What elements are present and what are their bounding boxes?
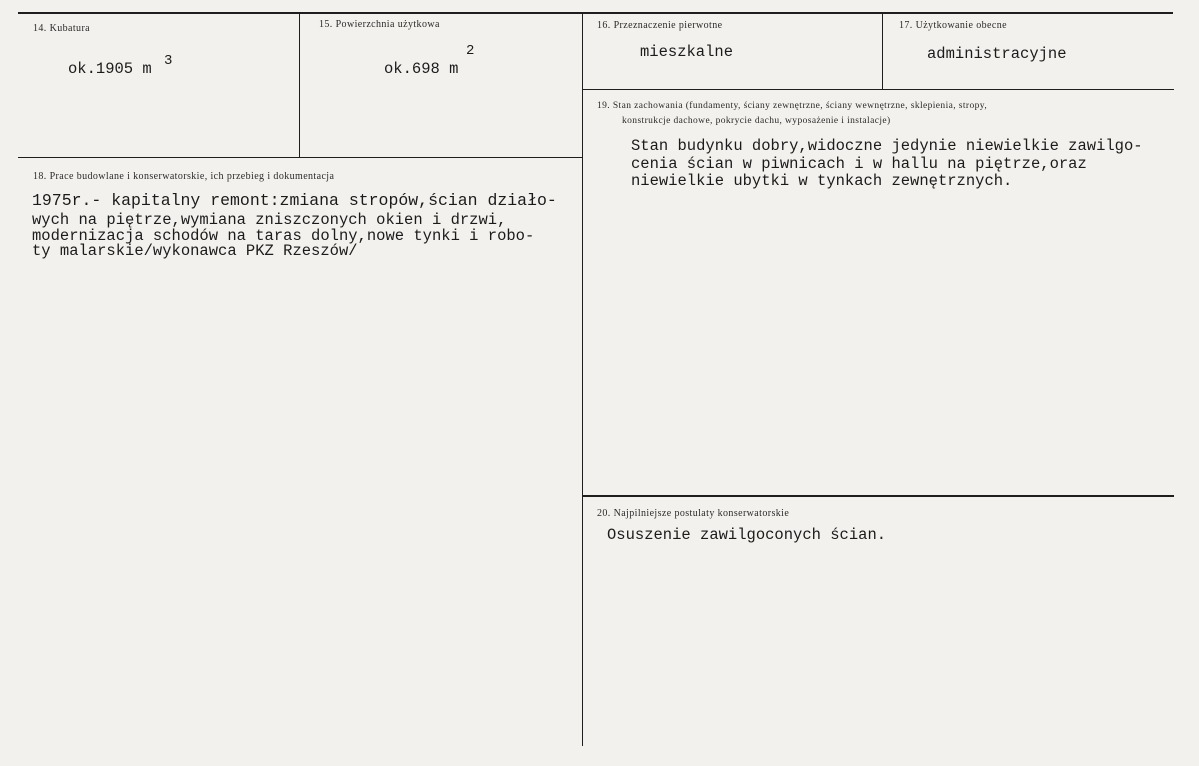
field-16-value: mieszkalne [640, 43, 734, 61]
field-15-superscript: 2 [466, 43, 475, 59]
field-15-value: ok.698 m [384, 60, 459, 78]
field-17-label: 17. Użytkowanie obecne [899, 20, 1007, 31]
field-19-label-line-1: 19. Stan zachowania (fundamenty, ściany zewnętrzne, ściany wewnętrzne, sklepienia, stropy, [597, 101, 988, 111]
field-18-label: 18. Prace budowlane i konserwatorskie, ich przebieg i dokumentacja [33, 171, 335, 182]
divider-15-16 [582, 14, 583, 746]
field-14-value: ok.1905 m [68, 60, 152, 78]
field-18-line-4: ty malarskie/wykonawca PKZ Rzeszów/ [32, 242, 358, 260]
field-18-line-2: wych na piętrze,wymiana zniszczonych okien i drzwi, [32, 211, 507, 229]
field-18-line-1: 1975r.- kapitalny remont:zmiana stropów,ścian działo- [32, 191, 557, 210]
field-16-label: 16. Przeznaczenie pierwotne [597, 20, 723, 31]
row-line-16-19 [583, 89, 1174, 90]
field-20-label: 20. Najpilniejsze postulaty konserwatorskie [597, 508, 790, 519]
row-line-14-18 [18, 157, 583, 158]
field-19-line-1: Stan budynku dobry,widoczne jedynie niewielkie zawilgo- [631, 137, 1143, 155]
field-14-label: 14. Kubatura [33, 23, 91, 34]
row-line-19-20 [583, 495, 1174, 497]
field-19-line-2: cenia ścian w piwnicach i w hallu na piętrze,oraz [631, 155, 1087, 173]
field-19-label-line-2: konstrukcje dachowe, pokrycie dachu, wyposażenie i instalacje) [622, 116, 891, 126]
top-border-line [18, 12, 1173, 14]
field-20-value: Osuszenie zawilgoconych ścian. [607, 526, 887, 544]
field-19-line-3: niewielkie ubytki w tynkach zewnętrznych. [631, 172, 1013, 190]
field-14-superscript: 3 [164, 53, 173, 69]
field-17-value: administracyjne [927, 45, 1067, 63]
field-15-label: 15. Powierzchnia użytkowa [319, 19, 440, 30]
field-18-line-3: modernizacja schodów na taras dolny,nowe tynki i robo- [32, 227, 535, 245]
divider-16-17 [882, 14, 883, 89]
divider-14-15 [299, 14, 300, 157]
